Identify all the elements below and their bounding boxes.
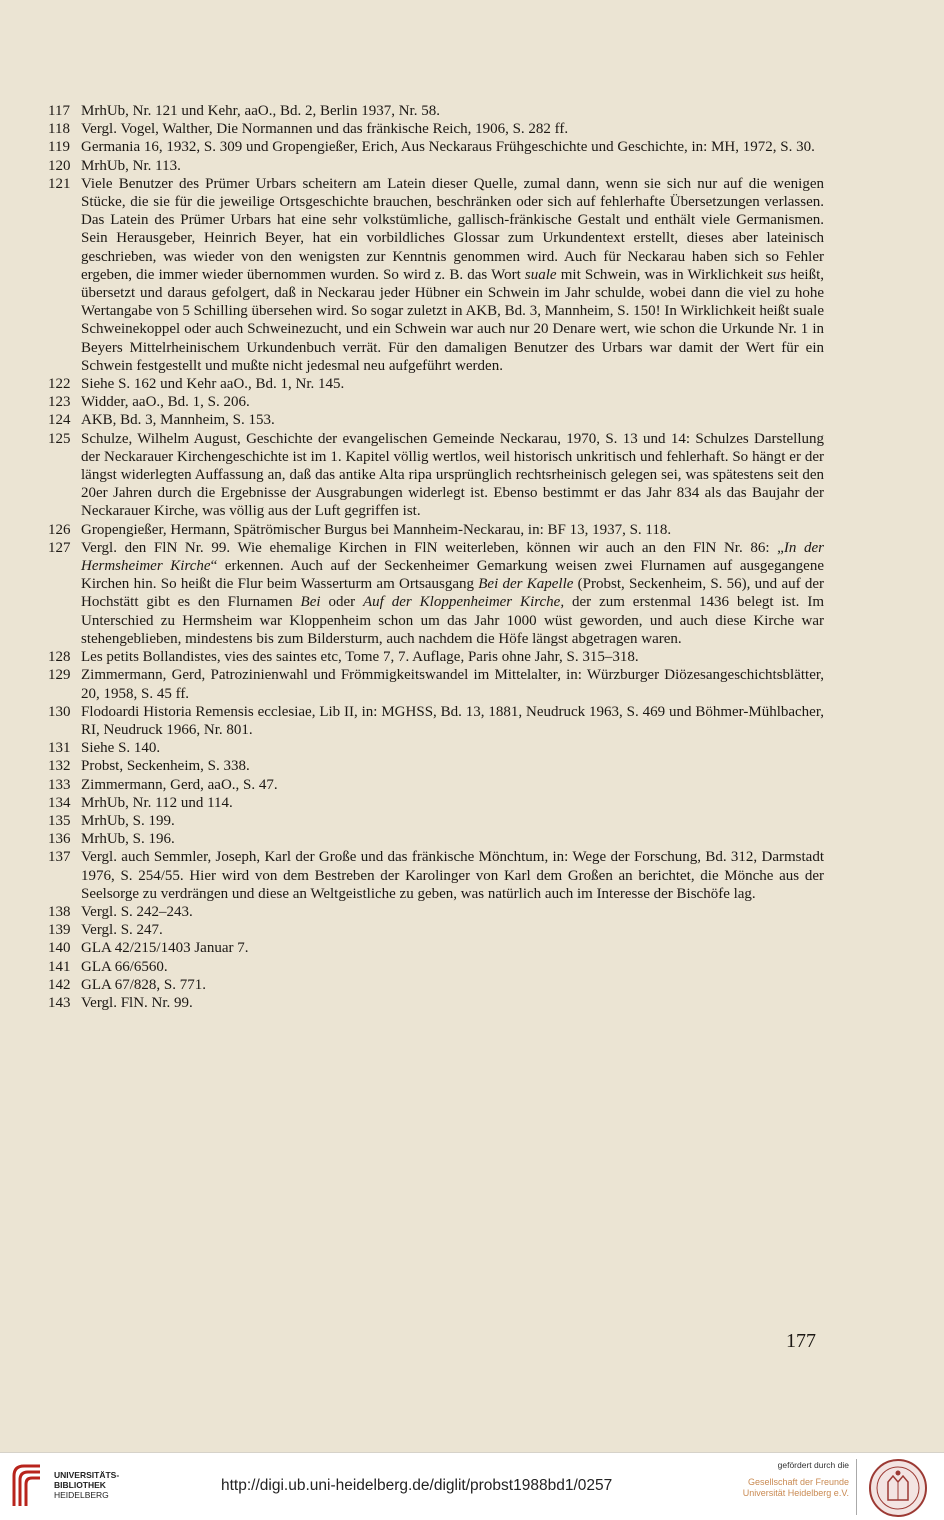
italic-segment: In der Hermsheimer Kirche bbox=[81, 539, 824, 575]
footnote-text: Schulze, Wilhelm August, Geschichte der evangelischen Gemeinde Neckarau, 1970, S. 13 und 14: Schulzes Darstellung der Neckarauer Kirchengeschichte ist im 1. Kapitel völlig wertlos, weil historisch unkritisch und fehlerhaft. So hängt er der längst widerlegten Auffassung an, daß das antike Alta ripa ursprünglich rechtsrheinisch gelegen sei, was spätestens seit den 20er Jahren durch die Ergebnisse der Ausgrabungen widerlegt ist. Ebenso bestimmt er das Jahr 834 als das Baujahr der Neckarauer Kirche, was völlig aus der Luft gegriffen ist. bbox=[81, 430, 824, 520]
footnote bbox=[48, 393, 824, 411]
sponsor-intro: gefördert durch die bbox=[777, 1460, 849, 1470]
footnote-number: 129 bbox=[48, 667, 71, 684]
footnote-number: 127 bbox=[48, 539, 71, 556]
footnote bbox=[48, 157, 824, 175]
footnote bbox=[48, 430, 824, 521]
footnote-number: 139 bbox=[48, 922, 71, 939]
footnote-number: 132 bbox=[48, 758, 71, 775]
footnote-text bbox=[81, 175, 824, 375]
footnote-number: 143 bbox=[48, 994, 71, 1011]
sponsor-name: Gesellschaft der Freunde bbox=[747, 1477, 849, 1487]
footnote-number: 140 bbox=[48, 940, 71, 957]
footnote-number: 135 bbox=[48, 812, 71, 829]
footnote bbox=[48, 521, 824, 539]
italic-segment: sus bbox=[766, 266, 787, 283]
footnote-number: 136 bbox=[48, 831, 71, 848]
footnote-text: Vergl. auch Semmler, Joseph, Karl der Große und das fränkische Mönchtum, in: Wege der Forschung, Bd. 312, Darmstadt 1976, S. 254/55. Hier wird von dem Bestreben der Karolinger von Karl dem Großen an berichtet, die Mönche aus der Seelsorge zu verdrängen und diese an Weltgeistliche zu geben, was natürlich auch im Interesse der Bischöfe lag. bbox=[81, 849, 824, 902]
sponsor-name: Universität Heidelberg e.V. bbox=[742, 1488, 849, 1498]
footnote-number: 137 bbox=[48, 849, 71, 866]
footnote-text: Zimmermann, Gerd, aaO., S. 47. bbox=[81, 776, 278, 793]
footnote bbox=[48, 411, 824, 429]
footnote-text: MrhUb, Nr. 113. bbox=[81, 157, 181, 174]
text-segment: Viele Benutzer des Prümer Urbars scheitern am Latein dieser Quelle, zumal dann, wenn sie sich nur auf die wenigen Stücke, die sie für die jeweilige Ortsgeschichte brauchen, beschränken oder sich auf fehlerhafte Übersetzungen verlassen. Das Latein des Prümer Urbars hat eine sehr volkstümliche, gallisch-fränkische Gestalt und enthält viele Germanismen. Sein Herausgeber, Heinrich Beyer, hat ein vorbildliches Glossar zum Urkundentext erstellt, dieses aber lateinisch geschrieben, was wieder von den wenigsten zur Kenntnis genommen wird. Auch für Neckarau haben sich so Fehler ergeben, die immer wieder übernommen wurden. So wird z. B. das Wort bbox=[81, 175, 824, 283]
footnote-number: 130 bbox=[48, 703, 71, 720]
footnote-number: 142 bbox=[48, 976, 71, 993]
footnote bbox=[48, 776, 824, 794]
footnote-text: Les petits Bollandistes, vies des saintes etc, Tome 7, 7. Auflage, Paris ohne Jahr, S. 315–318. bbox=[81, 649, 639, 666]
footnote bbox=[48, 175, 824, 375]
footnote-text: Probst, Seckenheim, S. 338. bbox=[81, 758, 250, 775]
footnote-text: Zimmermann, Gerd, Patrozinienwahl und Frömmigkeitswandel im Mittelalter, in: Würzburger Diözesangeschichtsblätter, 20, 1958, S. 45 ff. bbox=[81, 667, 824, 702]
footnote-text: Flodoardi Historia Remensis ecclesiae, Lib II, in: MGHSS, Bd. 13, 1881, Neudruck 1963, S. 469 und Böhmer-Mühlbacher, RI, Neudruck 1966, Nr. 801. bbox=[81, 703, 824, 738]
footnote bbox=[48, 794, 824, 812]
footnote-text: Vergl. FlN. Nr. 99. bbox=[81, 994, 193, 1011]
footnote bbox=[48, 138, 824, 156]
footnote-number: 119 bbox=[48, 139, 70, 156]
footnote-text: Siehe S. 162 und Kehr aaO., Bd. 1, Nr. 145. bbox=[81, 376, 345, 393]
library-name-line: UNIVERSITÄTS- bbox=[54, 1470, 120, 1480]
text-segment: heißt, übersetzt und daraus gefolgert, daß in Neckarau jeder Hübner ein Schwein im Jahr schulde, wobei dann die viel zu hohe Wertangabe von 5 Schilling übersehen wird. So sogar zuletzt in AKB, Bd. 3, Mannheim, S. 150! In Wirklichkeit heißt suale Schweinekoppel oder auch Schweinezucht, und ein Schwein war auch nur 20 Denare wert, wie schon die Urkunde Nr. 1 in Beyers Mittelrheinischem Urkundenbuch verrät. Für den damaligen Benutzer des Urbars war damit der Wert für ein Schwein festgestellt und mußte nicht jedesmal neu aufgeführt werden. bbox=[81, 266, 824, 374]
footnote-number: 131 bbox=[48, 740, 71, 757]
page-number: 177 bbox=[786, 1330, 816, 1352]
footnote-number: 134 bbox=[48, 794, 71, 811]
footnote-text: AKB, Bd. 3, Mannheim, S. 153. bbox=[81, 412, 275, 429]
footnote-number: 117 bbox=[48, 103, 70, 119]
footnote bbox=[48, 848, 824, 903]
footnotes-list bbox=[48, 102, 824, 1012]
footnote bbox=[48, 757, 824, 775]
footnote-text: MrhUb, Nr. 121 und Kehr, aaO., Bd. 2, Berlin 1937, Nr. 58. bbox=[81, 103, 440, 119]
text-segment: mit Schwein, was in Wirklichkeit bbox=[556, 266, 767, 283]
text-segment: der zum erstenmal 1436 belegt ist. Im Unterschied zu Hermsheim war Kloppenheim schon um das Jahr 1000 wüst geworden, und auch diese Kirche war stehengeblieben, mindestens bis zum Bildersturm, auch nachdem die Höfe längst abgetragen waren. bbox=[81, 594, 825, 647]
italic-segment: Bei der Kapelle bbox=[478, 576, 574, 593]
footnote-text bbox=[81, 539, 824, 648]
footnote bbox=[48, 976, 824, 994]
italic-segment: Bei bbox=[300, 594, 321, 611]
footnote-number: 128 bbox=[48, 649, 71, 666]
footnote-text: Vergl. S. 242–243. bbox=[81, 903, 193, 920]
footnote-text: Vergl. S. 247. bbox=[81, 922, 163, 939]
library-name bbox=[54, 1470, 119, 1500]
footnote-number: 138 bbox=[48, 903, 71, 920]
text-segment: “ erkennen. Auch auf der Seckenheimer Gemarkung weisen zwei Flurnamen auf ausgegangene Kirchen hin. So heißt die Flur beim Wasserturm am Ortsausgang bbox=[81, 558, 824, 593]
footnote-text: GLA 42/215/1403 Januar 7. bbox=[81, 940, 249, 957]
text-segment: oder bbox=[320, 594, 364, 611]
footnote-text: Widder, aaO., Bd. 1, S. 206. bbox=[81, 394, 250, 411]
italic-segment: suale bbox=[524, 266, 557, 283]
footnote bbox=[48, 375, 824, 393]
footnote-number: 133 bbox=[48, 776, 71, 793]
footnote bbox=[48, 830, 824, 848]
footnote bbox=[48, 648, 824, 666]
text-segment: Vergl. den FlN Nr. 99. Wie ehemalige Kirchen in FlN weiterleben, können wir auch an den FlN Nr. 86: „ bbox=[81, 539, 784, 556]
footnote-number: 124 bbox=[48, 412, 71, 429]
footnote-number: 126 bbox=[48, 521, 71, 538]
footnote-number: 122 bbox=[48, 376, 71, 393]
footnote bbox=[48, 666, 824, 702]
footnote bbox=[48, 120, 824, 138]
university-seal-icon bbox=[868, 1458, 928, 1518]
footnote-number: 120 bbox=[48, 157, 71, 174]
footnote bbox=[48, 539, 824, 648]
footnote bbox=[48, 921, 824, 939]
footnote-text: MrhUb, Nr. 112 und 114. bbox=[81, 794, 233, 811]
footnote-number: 121 bbox=[48, 175, 71, 192]
sponsor-block bbox=[733, 1459, 849, 1499]
footnote-number: 123 bbox=[48, 394, 71, 411]
footnote bbox=[48, 958, 824, 976]
footnote-text: GLA 66/6560. bbox=[81, 958, 168, 975]
footnote bbox=[48, 739, 824, 757]
library-name-line: BIBLIOTHEK bbox=[54, 1480, 106, 1490]
italic-segment: Auf der Kloppenheimer Kirche, bbox=[363, 594, 565, 611]
permalink-url[interactable]: http://digi.ub.uni-heidelberg.de/diglit/probst1988bd1/0257 bbox=[221, 1477, 613, 1494]
footnote-text: Gropengießer, Hermann, Spätrömischer Burgus bei Mannheim-Neckarau, in: BF 13, 1937, S. 118. bbox=[81, 521, 672, 538]
footnote bbox=[48, 102, 824, 120]
library-logo-icon bbox=[10, 1462, 44, 1510]
footnote-number: 118 bbox=[48, 121, 70, 138]
footer-bar bbox=[0, 1452, 944, 1520]
footnote-number: 141 bbox=[48, 958, 71, 975]
footnote-text: Vergl. Vogel, Walther, Die Normannen und das fränkische Reich, 1906, S. 282 ff. bbox=[81, 121, 569, 138]
library-name-line: HEIDELBERG bbox=[54, 1490, 109, 1500]
footnote-text: Germania 16, 1932, S. 309 und Gropengießer, Erich, Aus Neckaraus Frühgeschichte und Geschichte, in: MH, 1972, S. 30. bbox=[81, 139, 815, 156]
footer-divider bbox=[856, 1459, 857, 1515]
footnote-number: 125 bbox=[48, 430, 71, 447]
footnote bbox=[48, 994, 824, 1012]
footnote bbox=[48, 703, 824, 739]
footnote-text: MrhUb, S. 199. bbox=[81, 812, 175, 829]
footnote-text: GLA 67/828, S. 771. bbox=[81, 976, 207, 993]
footnote-text: Siehe S. 140. bbox=[81, 740, 161, 757]
footnote bbox=[48, 903, 824, 921]
text-segment: (Probst, Seckenheim, S. 56), und auf der Hochstätt gibt es den Flurnamen bbox=[81, 576, 825, 611]
footnote-text: MrhUb, S. 196. bbox=[81, 831, 175, 848]
footnote bbox=[48, 812, 824, 830]
footnote bbox=[48, 939, 824, 957]
